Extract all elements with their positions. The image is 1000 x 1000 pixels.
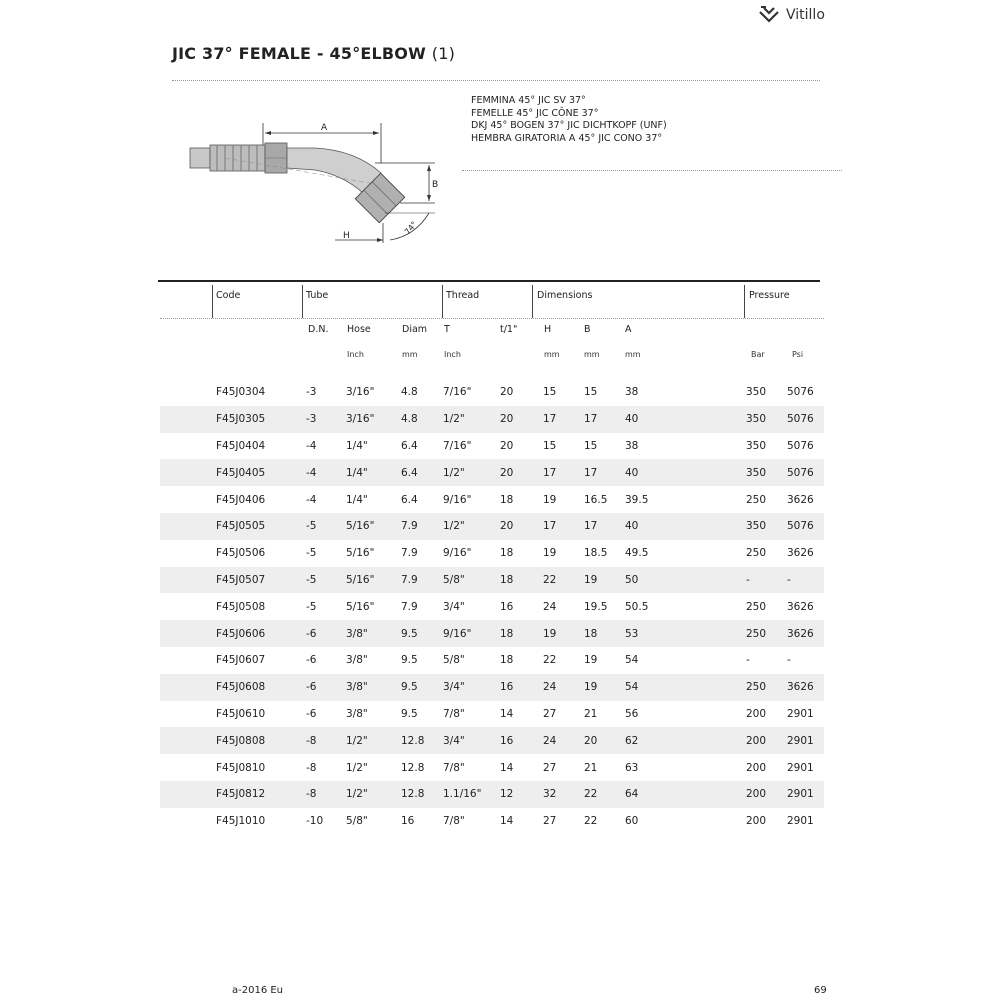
- subheader-a: A: [625, 324, 632, 335]
- cell-b: 19.5: [584, 600, 608, 613]
- table-row: [160, 379, 824, 406]
- table-row: [160, 808, 824, 835]
- cell-a: 39.5: [625, 493, 649, 506]
- column-separator: [532, 285, 533, 318]
- cell-bar: 200: [746, 707, 767, 720]
- cell-tpi: 18: [500, 567, 543, 594]
- header-pressure: Pressure: [749, 290, 790, 301]
- cell-hose: 3/16": [346, 406, 401, 433]
- cell-tpi: 18: [500, 654, 514, 667]
- cell-code: F45J0404: [216, 439, 266, 452]
- row-spacer: [160, 620, 216, 647]
- cell-b: 16.5: [584, 493, 608, 506]
- row-spacer: [160, 808, 216, 835]
- footer-edition: a-2016 Eu: [232, 985, 284, 996]
- header-divider: [160, 318, 824, 319]
- cell-dn: -4: [306, 493, 317, 506]
- cell-b: 19: [584, 567, 625, 594]
- cell-code: F45J0610: [216, 707, 266, 720]
- cell-h: 32: [543, 781, 584, 808]
- title-main: JIC 37° FEMALE - 45°ELBOW: [172, 44, 426, 63]
- cell-h: 15: [543, 439, 557, 452]
- cell-a: 40: [625, 406, 746, 433]
- cell-hose: 5/16": [346, 547, 375, 560]
- cell-h: 19: [543, 620, 584, 647]
- table-row: [160, 513, 824, 540]
- cell-psi: 3626: [787, 674, 824, 701]
- cell-bar: 200: [746, 781, 787, 808]
- cell-b: 17: [584, 513, 625, 540]
- cell-diam: 12.8: [401, 781, 443, 808]
- cell-a: 54: [625, 674, 746, 701]
- unit-b: mm: [584, 350, 600, 359]
- cell-b: 15: [584, 439, 598, 452]
- row-spacer: [160, 513, 216, 540]
- cell-a: 56: [625, 707, 639, 720]
- cell-dn: -8: [306, 761, 317, 774]
- column-separator: [302, 285, 303, 318]
- table-row: [160, 567, 824, 594]
- cell-diam: 7.9: [401, 513, 443, 540]
- cell-thread: 9/16": [443, 547, 472, 560]
- cell-thread: 9/16": [443, 493, 472, 506]
- header-tube: Tube: [306, 290, 329, 301]
- table-row: [160, 701, 824, 728]
- cell-tpi: 18: [500, 620, 543, 647]
- cell-thread: 7/8": [443, 815, 465, 828]
- cell-h: 17: [543, 459, 584, 486]
- cell-code: F45J0606: [216, 620, 306, 647]
- cell-diam: 6.4: [401, 439, 418, 452]
- cell-thread: 1/2": [443, 459, 500, 486]
- cell-code: F45J0507: [216, 567, 306, 594]
- cell-a: 40: [625, 459, 746, 486]
- cell-diam: 9.5: [401, 620, 443, 647]
- cell-hose: 3/8": [346, 674, 401, 701]
- cell-h: 17: [543, 513, 584, 540]
- cell-hose: 1/4": [346, 493, 368, 506]
- cell-code: F45J0808: [216, 727, 306, 754]
- cell-code: F45J0505: [216, 513, 306, 540]
- cell-code: F45J0506: [216, 547, 266, 560]
- cell-psi: 3626: [787, 620, 824, 647]
- cell-tpi: 20: [500, 406, 543, 433]
- cell-diam: 7.9: [401, 547, 418, 560]
- cell-dn: -8: [306, 781, 346, 808]
- subheader-t: T: [444, 324, 450, 335]
- cell-hose: 1/4": [346, 439, 368, 452]
- dimension-h-label: H: [343, 231, 350, 241]
- subheader-h: H: [544, 324, 552, 335]
- cell-hose: 3/8": [346, 707, 368, 720]
- cell-thread: 5/8": [443, 654, 465, 667]
- cell-diam: 6.4: [401, 493, 418, 506]
- angle-label: 74°: [402, 219, 419, 237]
- table-row: [160, 754, 824, 781]
- cell-diam: 9.5: [401, 674, 443, 701]
- cell-bar: 250: [746, 493, 767, 506]
- cell-bar: 350: [746, 406, 787, 433]
- unit-a: mm: [625, 350, 641, 359]
- cell-thread: 3/4": [443, 674, 500, 701]
- cell-tpi: 18: [500, 547, 514, 560]
- cell-diam: 7.9: [401, 567, 443, 594]
- cell-a: 50: [625, 567, 746, 594]
- cell-code: F45J0405: [216, 459, 306, 486]
- cell-hose: 1/2": [346, 727, 401, 754]
- cell-b: 21: [584, 707, 598, 720]
- unit-diam: mm: [402, 350, 418, 359]
- table-row: [160, 540, 824, 567]
- cell-diam: 12.8: [401, 727, 443, 754]
- unit-t: Inch: [444, 350, 461, 359]
- row-spacer: [160, 727, 216, 754]
- cell-code: F45J0810: [216, 761, 266, 774]
- cell-a: 54: [625, 654, 639, 667]
- cell-hose: 5/16": [346, 567, 401, 594]
- unit-hose: Inch: [347, 350, 364, 359]
- cell-dn: -5: [306, 547, 317, 560]
- cell-h: 22: [543, 654, 557, 667]
- cell-code: F45J0406: [216, 493, 266, 506]
- subheader-tpi: t/1": [500, 324, 518, 335]
- cell-dn: -6: [306, 674, 346, 701]
- vitillo-logo-icon: [758, 4, 780, 26]
- cell-bar: 350: [746, 439, 767, 452]
- cell-b: 19: [584, 674, 625, 701]
- cell-thread: 1.1/16": [443, 781, 500, 808]
- description-fr: FEMELLE 45° JIC CÔNE 37°: [471, 107, 599, 119]
- cell-hose: 5/16": [346, 600, 375, 613]
- cell-dn: -4: [306, 459, 346, 486]
- cell-tpi: 14: [500, 815, 514, 828]
- cell-diam: 4.8: [401, 406, 443, 433]
- cell-bar: -: [746, 567, 787, 594]
- row-spacer: [160, 540, 216, 567]
- cell-h: 24: [543, 674, 584, 701]
- cell-code: F45J0305: [216, 406, 306, 433]
- cell-b: 21: [584, 761, 598, 774]
- fitting-drawing: [185, 118, 455, 248]
- cell-thread: 1/2": [443, 406, 500, 433]
- cell-h: 24: [543, 600, 557, 613]
- cell-bar: 200: [746, 727, 787, 754]
- cell-a: 50.5: [625, 600, 649, 613]
- cell-bar: 250: [746, 620, 787, 647]
- cell-dn: -5: [306, 600, 317, 613]
- cell-a: 53: [625, 620, 746, 647]
- unit-h: mm: [544, 350, 560, 359]
- cell-psi: 5076: [787, 513, 824, 540]
- cell-dn: -5: [306, 513, 346, 540]
- cell-tpi: 16: [500, 727, 543, 754]
- cell-a: 40: [625, 513, 746, 540]
- cell-thread: 7/16": [443, 439, 472, 452]
- cell-tpi: 18: [500, 493, 514, 506]
- title-divider: [172, 80, 820, 81]
- cell-psi: 2901: [787, 815, 814, 828]
- dimension-a-label: A: [321, 123, 328, 133]
- cell-a: 64: [625, 781, 746, 808]
- column-separator: [744, 285, 745, 318]
- cell-tpi: 16: [500, 600, 514, 613]
- cell-hose: 3/8": [346, 620, 401, 647]
- cell-hose: 1/4": [346, 459, 401, 486]
- cell-code: F45J0607: [216, 654, 266, 667]
- cell-psi: 3626: [787, 600, 814, 613]
- cell-tpi: 14: [500, 761, 514, 774]
- row-spacer: [160, 379, 216, 406]
- row-spacer: [160, 459, 216, 486]
- cell-dn: -10: [306, 815, 324, 828]
- cell-thread: 7/16": [443, 386, 472, 399]
- dimension-b-label: B: [432, 180, 439, 190]
- column-separator: [442, 285, 443, 318]
- table-row: [160, 406, 824, 433]
- description-it: FEMMINA 45° JIC SV 37°: [471, 95, 586, 106]
- cell-psi: 3626: [787, 493, 814, 506]
- cell-b: 15: [584, 386, 598, 399]
- cell-psi: 5076: [787, 459, 824, 486]
- cell-tpi: 12: [500, 781, 543, 808]
- cell-dn: -3: [306, 406, 346, 433]
- header-thread: Thread: [446, 290, 480, 301]
- cell-tpi: 20: [500, 386, 514, 399]
- cell-a: 63: [625, 761, 639, 774]
- row-spacer: [160, 781, 216, 808]
- cell-b: 22: [584, 815, 598, 828]
- row-spacer: [160, 754, 216, 781]
- table-row: [160, 647, 824, 674]
- cell-bar: -: [746, 654, 750, 667]
- cell-tpi: 20: [500, 459, 543, 486]
- description-divider: [462, 170, 842, 171]
- title-suffix: (1): [431, 44, 456, 63]
- table-row: [160, 781, 824, 808]
- cell-diam: 9.5: [401, 654, 418, 667]
- table-row: [160, 620, 824, 647]
- cell-thread: 1/2": [443, 513, 500, 540]
- table-row: [160, 433, 824, 460]
- cell-thread: 3/4": [443, 600, 465, 613]
- cell-dn: -8: [306, 727, 346, 754]
- cell-a: 49.5: [625, 547, 649, 560]
- cell-a: 38: [625, 439, 639, 452]
- cell-thread: 7/8": [443, 707, 465, 720]
- cell-dn: -4: [306, 439, 317, 452]
- cell-b: 19: [584, 654, 598, 667]
- cell-hose: 3/16": [346, 386, 375, 399]
- cell-hose: 5/16": [346, 513, 401, 540]
- cell-a: 60: [625, 815, 639, 828]
- cell-bar: 350: [746, 459, 787, 486]
- product-table: [160, 379, 824, 835]
- row-spacer: [160, 701, 216, 728]
- cell-psi: 5076: [787, 439, 814, 452]
- cell-h: 24: [543, 727, 584, 754]
- brand-logo: [758, 2, 825, 28]
- cell-b: 17: [584, 406, 625, 433]
- subheader-b: B: [584, 324, 591, 335]
- cell-a: 38: [625, 386, 639, 399]
- cell-code: F45J1010: [216, 815, 266, 828]
- cell-h: 19: [543, 547, 557, 560]
- cell-code: F45J0812: [216, 781, 306, 808]
- cell-code: F45J0608: [216, 674, 306, 701]
- cell-diam: 4.8: [401, 386, 418, 399]
- cell-psi: -: [787, 654, 791, 667]
- column-separator: [212, 285, 213, 318]
- cell-bar: 250: [746, 600, 767, 613]
- cell-tpi: 20: [500, 439, 514, 452]
- cell-diam: 16: [401, 815, 415, 828]
- unit-bar: Bar: [751, 350, 765, 359]
- row-spacer: [160, 406, 216, 433]
- unit-psi: Psi: [792, 350, 804, 359]
- subheader-hose: Hose: [347, 324, 371, 335]
- row-spacer: [160, 593, 216, 620]
- cell-a: 62: [625, 727, 746, 754]
- row-spacer: [160, 486, 216, 513]
- cell-psi: 2901: [787, 707, 814, 720]
- table-row: [160, 593, 824, 620]
- cell-thread: 9/16": [443, 620, 500, 647]
- row-spacer: [160, 674, 216, 701]
- cell-diam: 9.5: [401, 707, 418, 720]
- description-de: DKJ 45° BOGEN 37° JIC DICHTKOPF (UNF): [471, 120, 667, 131]
- cell-diam: 7.9: [401, 600, 418, 613]
- cell-h: 17: [543, 406, 584, 433]
- cell-h: 15: [543, 386, 557, 399]
- cell-psi: 5076: [787, 406, 824, 433]
- cell-tpi: 20: [500, 513, 543, 540]
- page-title: [172, 44, 455, 63]
- product-descriptions: [471, 95, 667, 145]
- cell-dn: -6: [306, 707, 317, 720]
- cell-thread: 3/4": [443, 727, 500, 754]
- cell-h: 27: [543, 761, 557, 774]
- cell-h: 19: [543, 493, 557, 506]
- cell-code: F45J0304: [216, 386, 266, 399]
- cell-dn: -6: [306, 654, 317, 667]
- cell-dn: -6: [306, 620, 346, 647]
- row-spacer: [160, 647, 216, 674]
- cell-dn: -5: [306, 567, 346, 594]
- cell-code: F45J0508: [216, 600, 266, 613]
- cell-psi: 5076: [787, 386, 814, 399]
- cell-diam: 6.4: [401, 459, 443, 486]
- header-code: Code: [216, 290, 241, 301]
- cell-thread: 5/8": [443, 567, 500, 594]
- brand-name: Vitillo: [786, 7, 825, 23]
- cell-dn: -3: [306, 386, 317, 399]
- cell-psi: 2901: [787, 727, 824, 754]
- cell-bar: 200: [746, 761, 767, 774]
- cell-bar: 350: [746, 513, 787, 540]
- table-row: [160, 486, 824, 513]
- cell-b: 18.5: [584, 547, 608, 560]
- cell-b: 18: [584, 620, 625, 647]
- row-spacer: [160, 433, 216, 460]
- cell-diam: 12.8: [401, 761, 425, 774]
- cell-bar: 250: [746, 674, 787, 701]
- cell-hose: 1/2": [346, 781, 401, 808]
- table-row: [160, 459, 824, 486]
- page-number: 69: [814, 985, 827, 996]
- cell-psi: 2901: [787, 761, 814, 774]
- subheader-diam: Diam: [402, 324, 428, 335]
- cell-tpi: 16: [500, 674, 543, 701]
- cell-b: 20: [584, 727, 625, 754]
- cell-b: 22: [584, 781, 625, 808]
- row-spacer: [160, 567, 216, 594]
- cell-hose: 3/8": [346, 654, 368, 667]
- cell-h: 27: [543, 707, 557, 720]
- table-row: [160, 674, 824, 701]
- subheader-dn: D.N.: [308, 324, 329, 335]
- cell-bar: 200: [746, 815, 767, 828]
- cell-thread: 7/8": [443, 761, 465, 774]
- cell-h: 27: [543, 815, 557, 828]
- table-top-rule: [158, 280, 820, 282]
- cell-psi: 3626: [787, 547, 814, 560]
- table-row: [160, 727, 824, 754]
- cell-hose: 1/2": [346, 761, 368, 774]
- cell-hose: 5/8": [346, 815, 368, 828]
- cell-bar: 250: [746, 547, 767, 560]
- cell-h: 22: [543, 567, 584, 594]
- cell-tpi: 14: [500, 707, 514, 720]
- cell-b: 17: [584, 459, 625, 486]
- header-dimensions: Dimensions: [537, 290, 593, 301]
- description-es: HEMBRA GIRATORIA A 45° JIC CONO 37°: [471, 132, 663, 144]
- cell-bar: 350: [746, 386, 767, 399]
- cell-psi: 2901: [787, 781, 824, 808]
- cell-psi: -: [787, 567, 824, 594]
